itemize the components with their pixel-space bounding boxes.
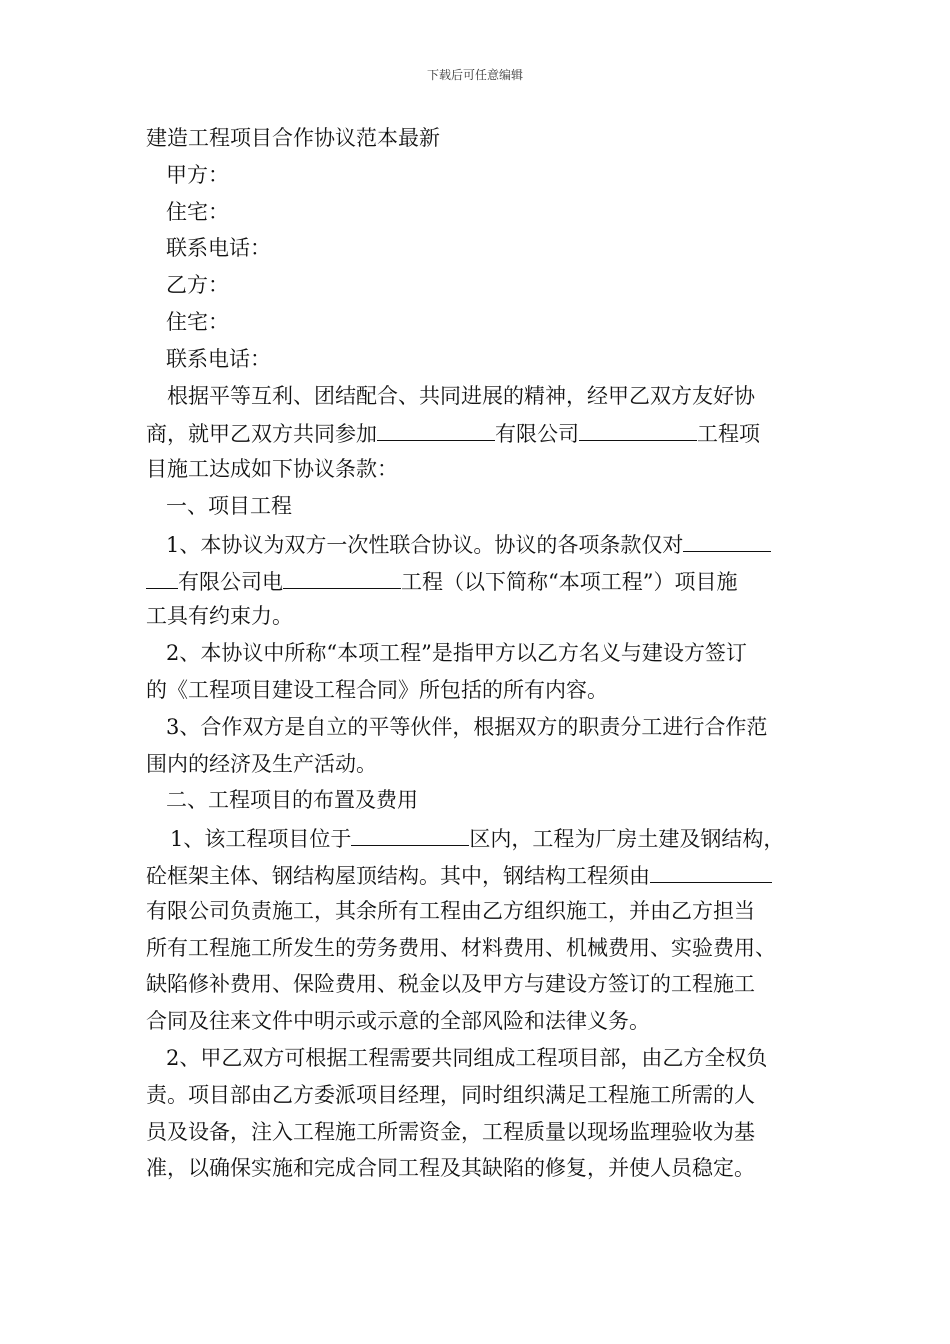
fill-blank — [283, 562, 401, 589]
section-heading: 一、项目工程 — [166, 493, 292, 518]
fill-blank — [683, 525, 771, 552]
party-b-address-label: 住宅： — [166, 309, 229, 334]
clause-line: 有限公司电 工程（以下简称“本项工程”）项目施 — [146, 562, 810, 599]
clause-line: 3、合作双方是自立的平等伙伴，根据双方的职责分工进行合作范 — [166, 714, 768, 739]
clause-line: 准，以确保实施和完成合同工程及其缺陷的修复，并使人员稳定。 — [146, 1156, 755, 1181]
section-heading: 二、工程项目的布置及费用 — [166, 788, 418, 813]
preamble-line: 根据平等互利、团结配合、共同进展的精神，经甲乙双方友好协 — [167, 383, 755, 408]
clause-line: 2、甲乙双方可根据工程需要共同组成工程项目部，由乙方全权负 — [166, 1045, 768, 1070]
fill-blank — [377, 414, 495, 441]
party-a-phone-label: 联系电话： — [166, 236, 271, 261]
clause-line: 围内的经济及生产活动。 — [146, 751, 377, 776]
clause-line: 1、该工程项目位于 区内，工程为厂房土建及钢结构， — [146, 819, 810, 856]
preamble-line: 目施工达成如下协议条款： — [146, 457, 398, 482]
party-b-label: 乙方： — [166, 273, 229, 298]
clause-line: 责。项目部由乙方委派项目经理，同时组织满足工程施工所需的人 — [146, 1082, 755, 1107]
clause-line: 砼框架主体、钢结构屋顶结构。其中，钢结构工程须由 — [146, 856, 810, 893]
party-a-label: 甲方： — [166, 162, 229, 187]
clause-line: 2、本协议中所称“本项工程”是指甲方以乙方名义与建设方签订 — [166, 641, 747, 666]
fill-blank — [351, 819, 469, 846]
clause-line: 的《工程项目建设工程合同》所包括的所有内容。 — [146, 677, 608, 702]
clause-line: 所有工程施工所发生的劳务费用、材料费用、机械费用、实验费用、 — [146, 935, 776, 960]
clause-line: 员及设备，注入工程施工所需资金，工程质量以现场监理验收为基 — [146, 1119, 755, 1144]
party-b-phone-label: 联系电话： — [166, 346, 271, 371]
preamble-line: 商，就甲乙双方共同参加 有限公司 工程项 — [146, 414, 810, 451]
document-title: 建造工程项目合作协议范本最新 — [146, 126, 440, 150]
fill-blank — [650, 856, 772, 883]
clause-line: 合同及往来文件中明示或示意的全部风险和法律义务。 — [146, 1009, 650, 1034]
clause-line: 1、本协议为双方一次性联合协议。协议的各项条款仅对 — [146, 525, 810, 562]
document-body — [146, 120, 810, 1187]
clause-line: 有限公司负责施工，其余所有工程由乙方组织施工，并由乙方担当 — [146, 898, 755, 923]
party-a-address-label: 住宅： — [166, 199, 229, 224]
clause-line: 工具有约束力。 — [146, 604, 293, 629]
clause-line: 缺陷修补费用、保险费用、税金以及甲方与建设方签订的工程施工 — [146, 972, 755, 997]
fill-blank — [146, 562, 178, 589]
header-note: 下载后可任意编辑 — [426, 68, 523, 82]
fill-blank — [579, 414, 697, 441]
